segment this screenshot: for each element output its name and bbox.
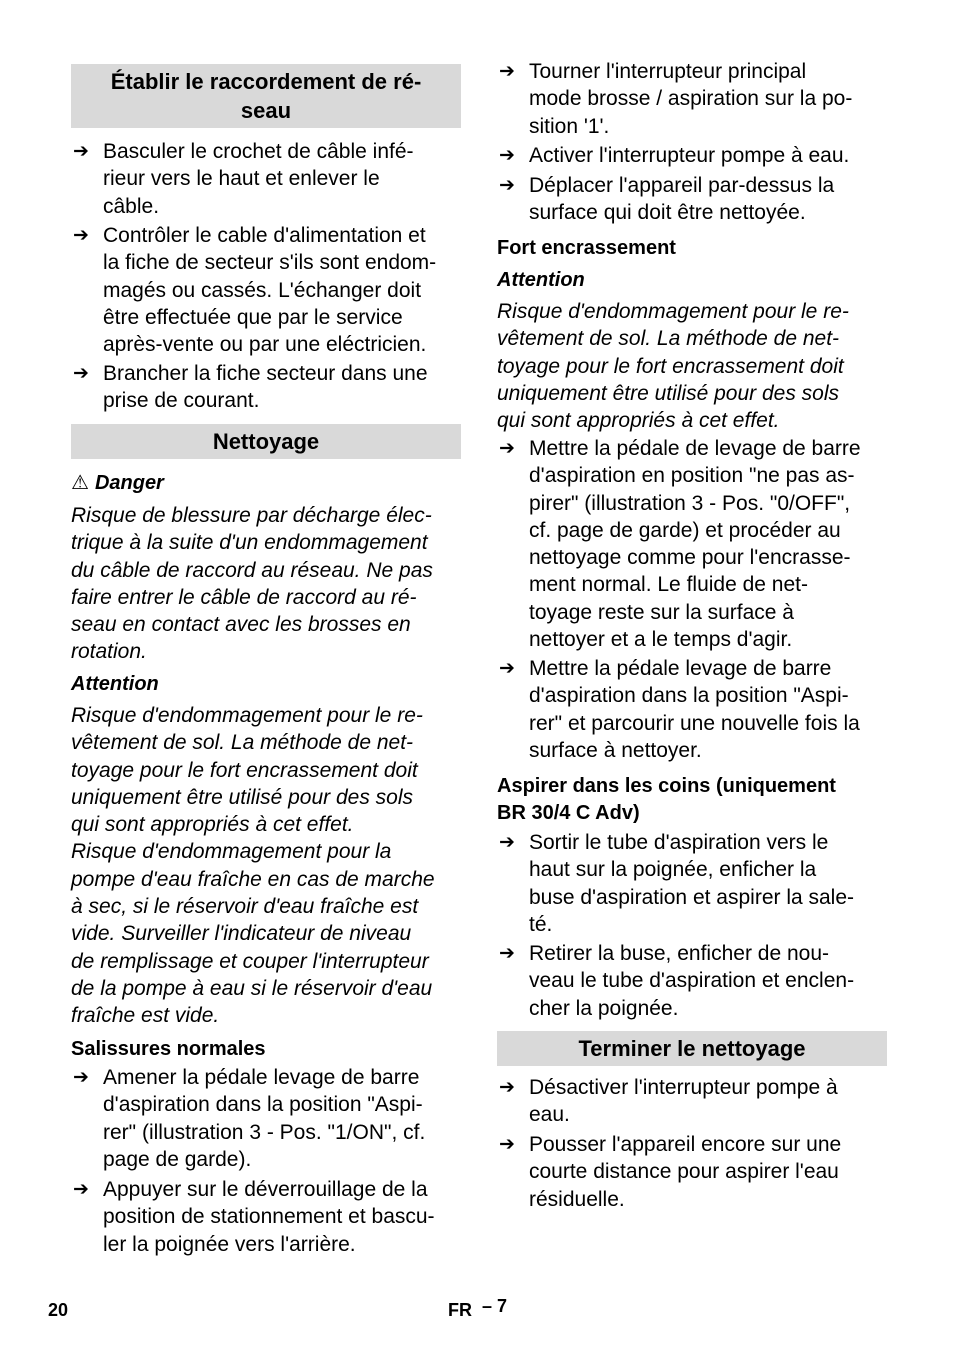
list-item	[497, 829, 887, 938]
list-item	[497, 172, 887, 227]
arrow-right-icon: ➔	[499, 61, 515, 82]
arrow-right-icon: ➔	[499, 145, 515, 166]
arrow-right-icon: ➔	[499, 658, 515, 679]
danger-text: Risque de blessure par décharge élec- trique à la suite d'un endommagement du câble de raccord au réseau. Ne pas faire entrer le câble de raccord au ré- seau en contact avec les brosses en rotation.	[71, 504, 433, 664]
arrow-right-icon: ➔	[499, 438, 515, 459]
list-item	[497, 1131, 887, 1213]
subheading-fort: Fort encrassement	[497, 237, 676, 259]
heading-raccordement: Établir le raccordement de ré- seau	[71, 64, 461, 128]
step-text: Contrôler le cable d'alimentation et la fiche de secteur s'ils sont endom- magés ou cassés. L'échanger doit être effectuée que par le service après-vente ou par une eléctricien.	[103, 224, 437, 357]
subheading-coins: Aspirer dans les coins (uniquement BR 30/4 C Adv)	[497, 775, 836, 824]
danger-heading	[71, 470, 461, 497]
step-text: Mettre la pédale levage de barre d'aspiration dans la position "Aspi- rer" et parcourir une nouvelle fois la surface à nettoyer.	[529, 657, 860, 762]
page-number: 20	[48, 1300, 69, 1320]
arrow-right-icon: ➔	[73, 1179, 89, 1200]
list-item	[71, 1176, 461, 1258]
step-text: Mettre la pédale de levage de barre d'aspiration en position "ne pas as- pirer" (illustration 3 - Pos. "0/OFF", cf. page de garde) et procéder au nettoyage comme pour l'encrasse- ment normal. Le fluide de net- toyage reste sur la surface à nettoyer et a le temps d'agir.	[529, 437, 861, 652]
step-text: Amener la pédale levage de barre d'aspiration dans la position "Aspi- rer" (illustration 3 - Pos. "1/ON", cf. page de garde).	[103, 1066, 426, 1171]
warning-triangle-icon: ⚠	[71, 472, 89, 494]
arrow-right-icon: ➔	[73, 363, 89, 384]
arrow-right-icon: ➔	[499, 175, 515, 196]
step-text: Sortir le tube d'aspiration vers le haut sur la poignée, enficher la buse d'aspiration et aspirer la sale- té.	[529, 831, 855, 936]
subheading-salissures: Salissures normales	[71, 1038, 266, 1060]
danger-title: Danger	[94, 472, 164, 494]
step-text: Désactiver l'interrupteur pompe à eau.	[529, 1076, 838, 1127]
step-text: Retirer la buse, enficher de nou- veau le tube d'aspiration et enclen- cher la poignée.	[529, 942, 855, 1020]
step-text: Activer l'interrupteur pompe à eau.	[529, 144, 850, 167]
arrow-right-icon: ➔	[499, 1134, 515, 1155]
attention-title: Attention	[497, 269, 585, 291]
step-text: Déplacer l'appareil par-dessus la surface qui doit être nettoyée.	[529, 174, 835, 225]
arrow-right-icon: ➔	[499, 943, 515, 964]
attention-text: Risque d'endommagement pour le re- vêtement de sol. La méthode de net- toyage pour le fort encrassement doit uniquement être utilisé pour des sols qui sont appropriés à cet effet. Risque d'endommagement pour la pompe d'eau fraîche en cas de marche à sec, si le réservoir d'eau fraîche est vide. Surveiller l'indicateur de niveau de remplissage et couper l'interrupteur de la pompe à eau si le réservoir d'eau fraîche est vide.	[71, 704, 435, 1028]
attention-title: Attention	[71, 673, 159, 695]
footer-language: FR	[448, 1300, 472, 1320]
list-item	[497, 142, 887, 169]
step-text: Brancher la fiche secteur dans une prise de courant.	[103, 362, 428, 413]
list-item	[497, 940, 887, 1022]
list-item	[497, 435, 887, 653]
step-text: Pousser l'appareil encore sur une courte distance pour aspirer l'eau résiduelle.	[529, 1133, 842, 1211]
list-item	[497, 655, 887, 764]
step-text: Tourner l'interrupteur principal mode brosse / aspiration sur la po- sition '1'.	[529, 60, 853, 138]
attention-text: Risque d'endommagement pour le re- vêtement de sol. La méthode de net- toyage pour le fort encrassement doit uniquement être utilisé pour des sols qui sont appropriés à cet effet.	[497, 300, 849, 433]
list-item	[71, 1064, 461, 1173]
footer-section-page: – 7	[482, 1296, 508, 1316]
arrow-right-icon: ➔	[73, 1067, 89, 1088]
step-text: Basculer le crochet de câble infé- rieur vers le haut et enlever le câble.	[103, 140, 414, 218]
heading-nettoyage: Nettoyage	[71, 424, 461, 459]
list-item	[497, 58, 887, 140]
list-item	[71, 138, 461, 220]
list-item	[497, 1074, 887, 1129]
list-item	[71, 222, 461, 358]
list-item	[71, 360, 461, 415]
arrow-right-icon: ➔	[73, 141, 89, 162]
arrow-right-icon: ➔	[499, 832, 515, 853]
arrow-right-icon: ➔	[73, 225, 89, 246]
heading-terminer: Terminer le nettoyage	[497, 1031, 887, 1066]
step-text: Appuyer sur le déverrouillage de la position de stationnement et bascu- ler la poignée vers l'arrière.	[103, 1178, 435, 1256]
arrow-right-icon: ➔	[499, 1077, 515, 1098]
